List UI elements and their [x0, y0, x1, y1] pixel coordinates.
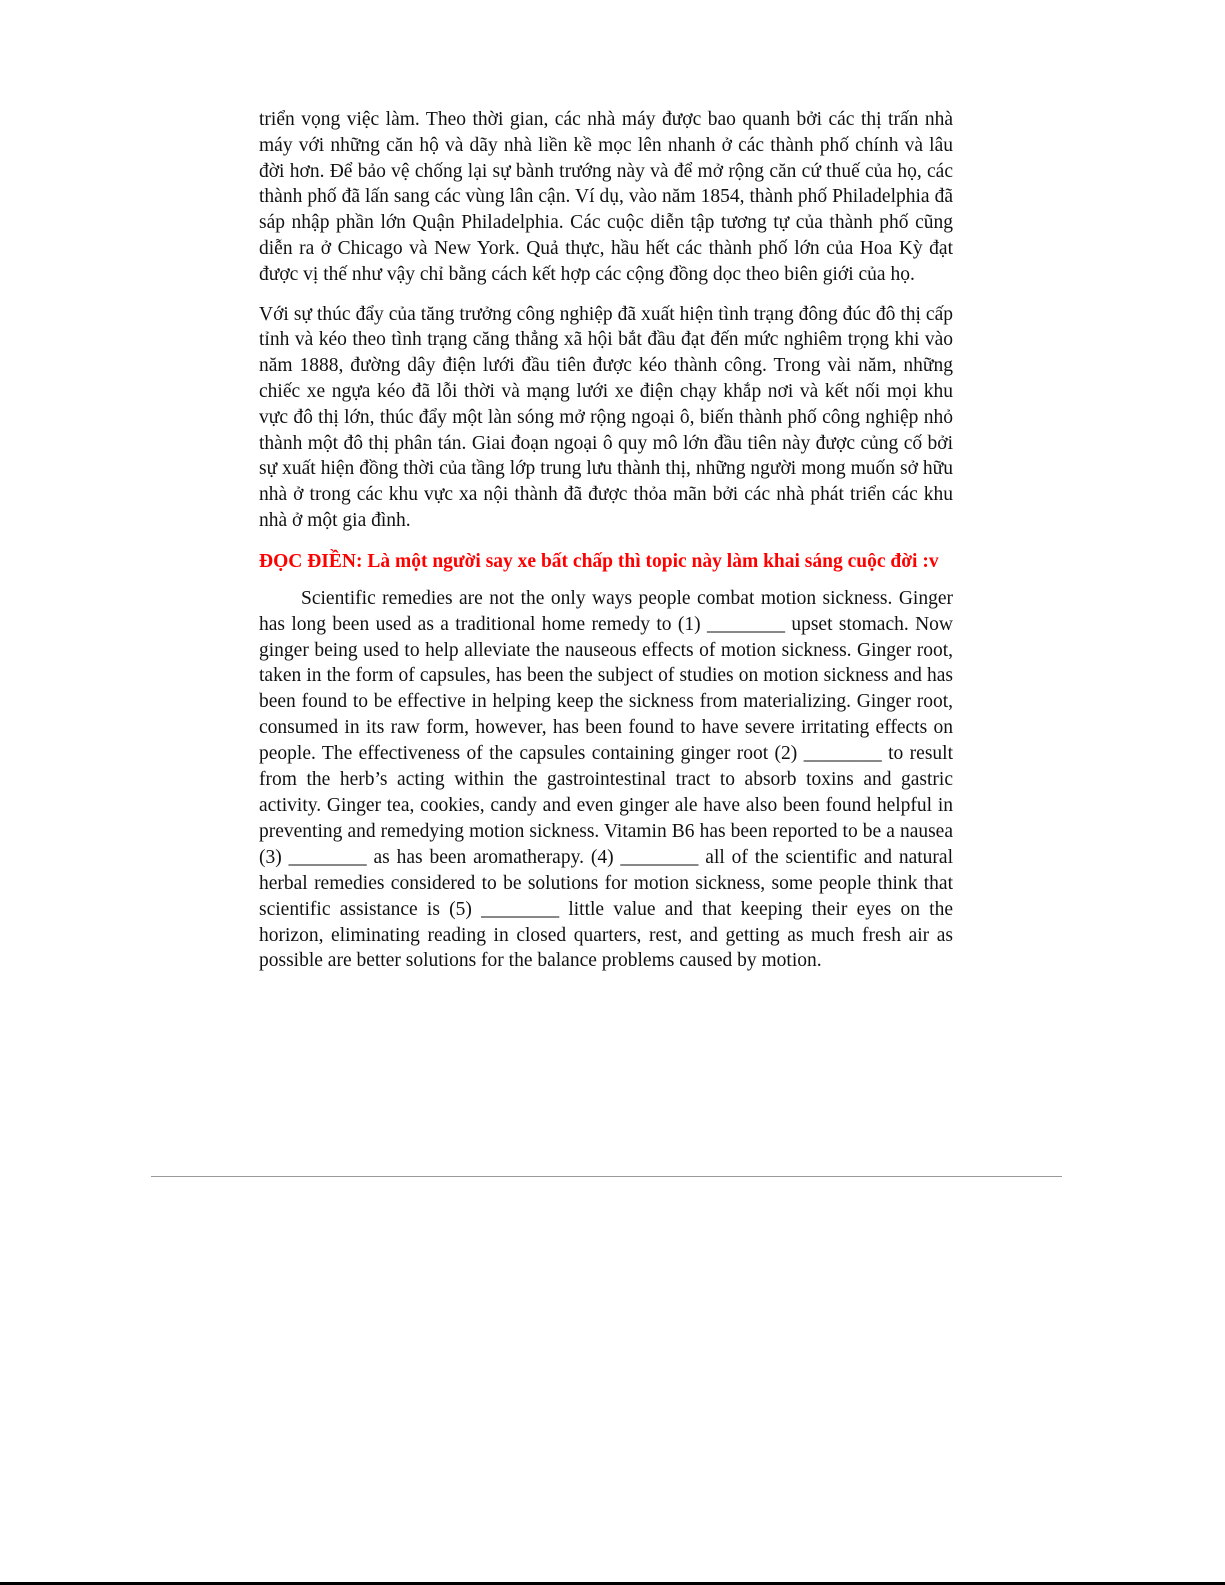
paragraph-urban-expansion: triển vọng việc làm. Theo thời gian, các nhà máy được bao quanh bởi các thị trấn nhà máy với những căn hộ và dãy nhà liền kề mọc lên nhanh ở các thành phố chính và lâu đời hơn. Để bảo vệ chống lại sự bành trướng này và để mở rộng căn cứ thuế của họ, các thành phố đã lấn sang các vùng lân cận. Ví dụ, vào năm 1854, thành phố Philadelphia đã sáp nhập phần lớn Quận Philadelphia. Các cuộc diễn tập tương tự của thành phố cũng diễn ra ở Chicago và New York. Quả thực, hầu hết các thành phố lớn của Hoa Kỳ đạt được vị thế như vậy chỉ bằng cách kết hợp các cộng đồng dọc theo biên giới của họ. [259, 109, 953, 285]
cloze-passage: Scientific remedies are not the only ways people combat motion sickness. Ginger has long been used as a traditional home remedy to (1) ________ upset stomach. Now ginger being used to help alleviate the nauseous effects of motion sickness. Ginger root, taken in the form of capsules, has been the subject of studies on motion sickness and has been found to be effective in helping keep the sickness from materializing. Ginger root, consumed in its raw form, however, has been found to have severe irritating effects on people. The effectiveness of the capsules containing ginger root (2) ________ to result from the herb’s acting within the gastrointestinal tract to absorb toxins and gastric activity. Ginger tea, cookies, candy and even ginger ale have also been found helpful in preventing and remedying motion sickness. Vitamin B6 has been reported to be a nausea (3) ________ as has been aromatherapy. (4) ________ all of the scientific and natural herbal remedies considered to be solutions for motion sickness, some people think that scientific assistance is (5) ________ little value and that keeping their eyes on the horizon, eliminating reading in closed quarters, rest, and getting as much fresh air as possible are better solutions for the balance problems caused by motion. [259, 587, 953, 972]
page-separator [151, 1176, 1062, 1177]
reading-cloze-heading: ĐỌC ĐIỀN: Là một người say xe bất chấp thì topic này làm khai sáng cuộc đời :v [259, 550, 939, 572]
paragraph-industrial-growth: Với sự thúc đẩy của tăng trưởng công nghiệp đã xuất hiện tình trạng đông đúc đô thị cấp tỉnh và kéo theo tình trạng căng thẳng xã hội bắt đầu đạt đến mức nghiêm trọng khi vào năm 1888, đường dây điện lưới đầu tiên được kéo thành công. Trong vài năm, những chiếc xe ngựa kéo đã lỗi thời và mạng lưới xe điện chạy khắp nơi và kết nối mọi khu vực đô thị lớn, thúc đẩy một làn sóng mở rộng ngoại ô, biến thành phố công nghiệp nhỏ thành một đô thị phân tán. Giai đoạn ngoại ô quy mô lớn đầu tiên này được củng cố bởi sự xuất hiện đồng thời của tầng lớp trung lưu thành thị, những người mong muốn sở hữu nhà ở trong các khu vực xa nội thành đã được thỏa mãn bởi các nhà phát triển các khu nhà ở một gia đình. [259, 303, 953, 531]
document-body [259, 107, 953, 974]
